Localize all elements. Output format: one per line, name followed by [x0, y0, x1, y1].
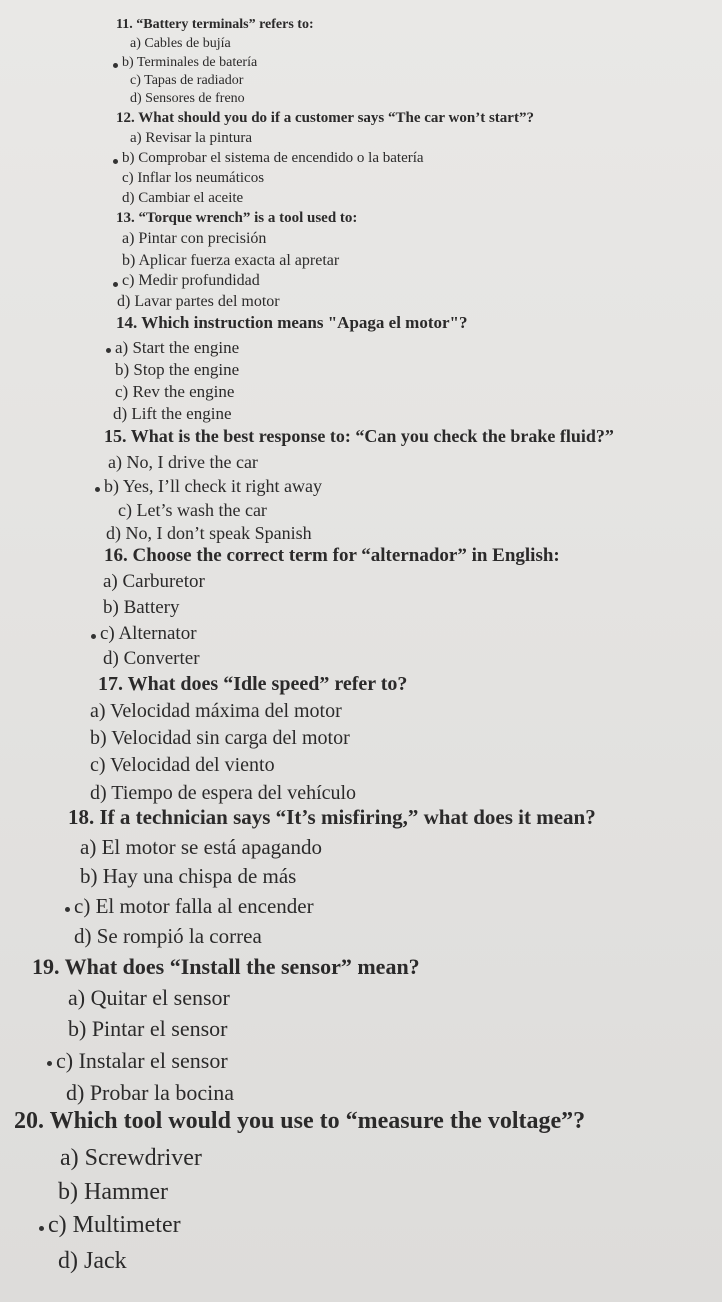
- answer-option: a) Pintar con precisión: [122, 230, 267, 247]
- question-16: [104, 545, 560, 567]
- answer-option: d) Lift the engine: [113, 404, 232, 423]
- question-number: 19.: [32, 954, 60, 979]
- question-number: 17.: [98, 673, 123, 695]
- answer-option: c) Inflar los neumáticos: [122, 170, 265, 186]
- question-number: 18.: [68, 805, 95, 829]
- answer-option: a) Screwdriver: [60, 1145, 202, 1171]
- question-text: Which instruction means "Apaga el motor"?: [141, 313, 468, 332]
- answer-option: b) Battery: [103, 597, 180, 618]
- answer-option: b) Aplicar fuerza exacta al apretar: [122, 252, 340, 269]
- answer-mark-dot: [65, 907, 70, 912]
- answer-option: c) Multimeter: [48, 1212, 181, 1238]
- question-text: What does “Idle speed” refer to?: [127, 673, 408, 695]
- answer-option: a) Cables de bujía: [130, 36, 231, 51]
- answer-option: a) Start the engine: [115, 338, 240, 357]
- question-17: [98, 673, 407, 696]
- question-number: 13.: [116, 210, 135, 226]
- answer-option: c) Rev the engine: [115, 382, 235, 401]
- question-14: [116, 313, 468, 333]
- answer-option: a) Velocidad máxima del motor: [90, 700, 342, 722]
- answer-option: a) El motor se está apagando: [80, 835, 322, 859]
- answer-option: d) Jack: [58, 1248, 127, 1274]
- answer-option: b) Pintar el sensor: [68, 1016, 228, 1041]
- question-20: [14, 1108, 585, 1135]
- question-text: What does “Install the sensor” mean?: [64, 954, 420, 979]
- answer-option: a) Quitar el sensor: [68, 985, 230, 1010]
- question-text: “Torque wrench” is a tool used to:: [138, 210, 358, 226]
- answer-option: c) El motor falla al encender: [74, 894, 314, 918]
- answer-mark-dot: [113, 63, 118, 68]
- answer-option: b) Hammer: [58, 1179, 168, 1205]
- answer-option: b) Hay una chispa de más: [80, 864, 297, 888]
- question-text: Choose the correct term for “alternador” in English:: [132, 545, 560, 566]
- question-number: 20.: [14, 1108, 44, 1134]
- question-13: [116, 210, 357, 227]
- question-15: [104, 426, 614, 447]
- question-number: 12.: [116, 110, 135, 126]
- answer-option: d) Sensores de freno: [130, 91, 245, 106]
- answer-option: c) Medir profundidad: [122, 272, 260, 289]
- question-text: What is the best response to: “Can you check the brake fluid?”: [130, 426, 614, 446]
- question-text: “Battery terminals” refers to:: [136, 17, 314, 32]
- answer-option: c) Tapas de radiador: [130, 73, 244, 88]
- answer-option: a) Carburetor: [103, 571, 205, 592]
- answer-mark-dot: [39, 1226, 44, 1231]
- answer-option: d) Converter: [103, 648, 200, 669]
- question-11: [116, 17, 314, 33]
- answer-option: a) No, I drive the car: [108, 452, 258, 472]
- question-number: 16.: [104, 545, 128, 566]
- answer-option: c) Velocidad del viento: [90, 754, 275, 776]
- question-text: What should you do if a customer says “The car won’t start”?: [138, 110, 534, 126]
- question-number: 15.: [104, 426, 127, 446]
- answer-mark-dot: [47, 1061, 52, 1066]
- question-number: 14.: [116, 313, 138, 332]
- answer-option: b) Stop the engine: [115, 360, 240, 379]
- answer-option: b) Yes, I’ll check it right away: [104, 476, 322, 496]
- question-18: [68, 805, 596, 830]
- answer-option: b) Comprobar el sistema de encendido o la batería: [122, 150, 424, 166]
- answer-option: d) Probar la bocina: [66, 1080, 234, 1105]
- answer-mark-dot: [95, 487, 100, 492]
- answer-option: b) Velocidad sin carga del motor: [90, 727, 350, 749]
- question-12: [116, 110, 534, 127]
- answer-option: b) Terminales de batería: [122, 55, 258, 70]
- question-19: [32, 954, 420, 980]
- question-number: 11.: [116, 17, 133, 32]
- question-text: Which tool would you use to “measure the voltage”?: [49, 1108, 586, 1134]
- answer-option: d) Cambiar el aceite: [122, 190, 244, 206]
- answer-option: d) Tiempo de espera del vehículo: [90, 782, 357, 804]
- answer-mark-dot: [113, 159, 118, 164]
- answer-option: c) Instalar el sensor: [56, 1048, 228, 1073]
- answer-mark-dot: [106, 348, 111, 353]
- answer-option: c) Let’s wash the car: [118, 500, 267, 520]
- answer-mark-dot: [91, 634, 96, 639]
- answer-mark-dot: [113, 282, 118, 287]
- question-text: If a technician says “It’s misfiring,” what does it mean?: [99, 805, 596, 829]
- answer-option: d) Lavar partes del motor: [117, 293, 280, 310]
- answer-option: a) Revisar la pintura: [130, 130, 253, 146]
- answer-option: d) Se rompió la correa: [74, 924, 262, 948]
- answer-option: c) Alternator: [100, 623, 197, 644]
- answer-option: d) No, I don’t speak Spanish: [106, 523, 312, 543]
